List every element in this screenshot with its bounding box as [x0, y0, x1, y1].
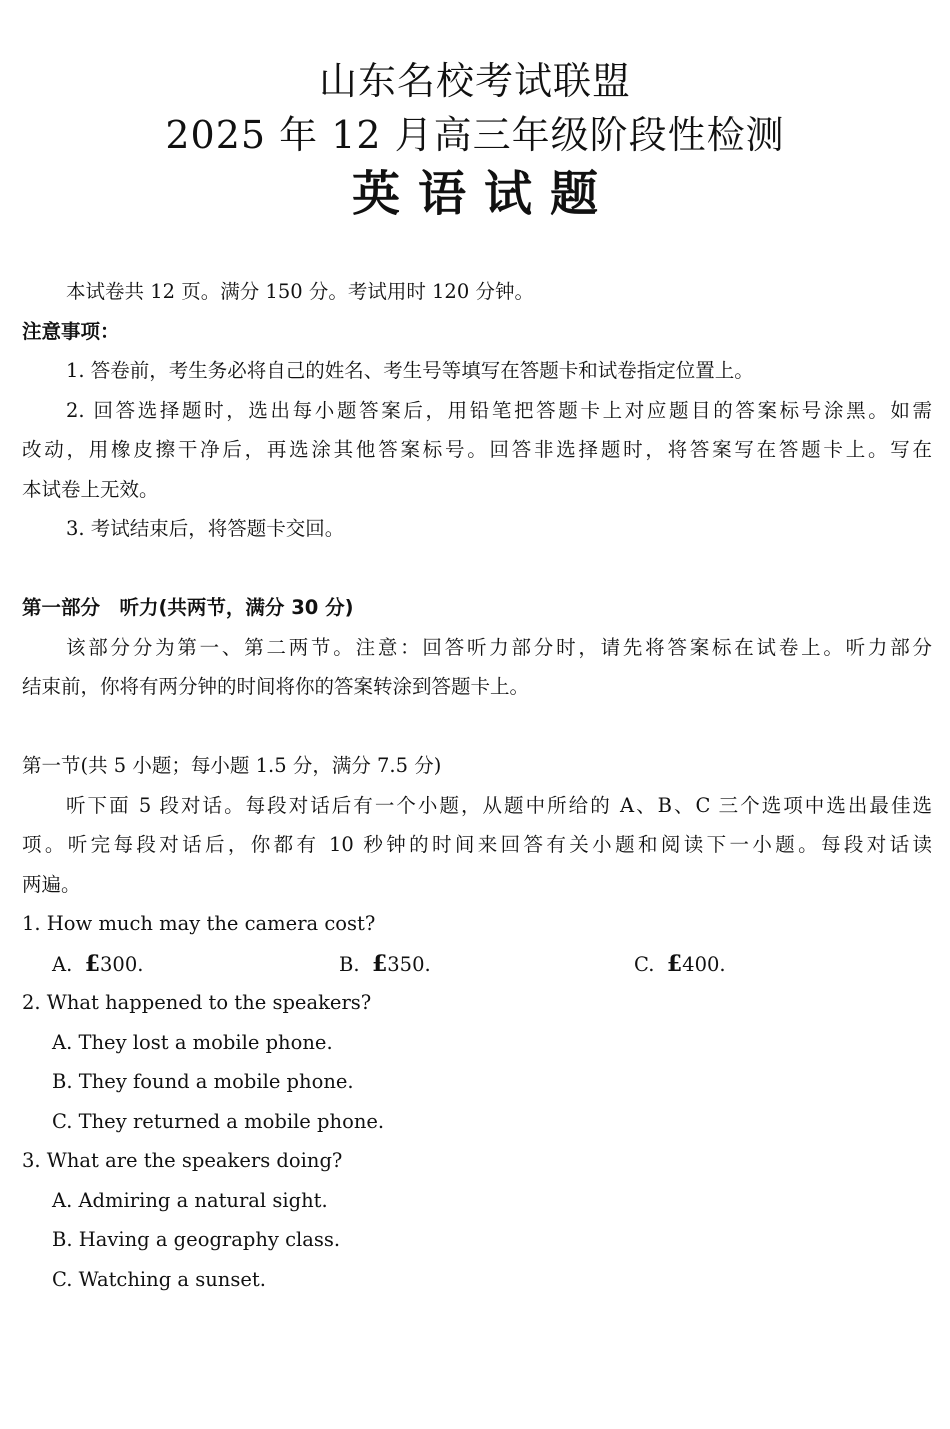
pound-symbol: £	[371, 951, 388, 977]
section1-heading: 第一节(共 5 小题；每小题 1.5 分，满分 7.5 分)	[22, 754, 442, 777]
option-value: 300.	[100, 953, 144, 976]
part1-desc-line-1: 该部分分为第一、第二两节。注意：回答听力部分时，请先将答案标在试卷上。听力部分	[66, 636, 932, 659]
question-3-stem: 3. What are the speakers doing?	[22, 1149, 343, 1172]
option-letter: A.	[52, 953, 73, 976]
question-2-option-b: B. They found a mobile phone.	[52, 1070, 354, 1093]
question-3-option-c: C. Watching a sunset.	[52, 1268, 266, 1291]
question-1-stem: 1. How much may the camera cost?	[22, 912, 376, 935]
part1-heading: 第一部分 听力(共两节，满分 30 分)	[22, 596, 354, 619]
option-letter: C.	[634, 953, 655, 976]
section1-desc-line-1: 听下面 5 段对话。每段对话后有一个小题，从题中所给的 A、B、C 三个选项中选出最佳选	[66, 794, 932, 817]
question-3-option-b: B. Having a geography class.	[52, 1228, 341, 1251]
question-1-option-b	[339, 951, 431, 978]
exam-alliance-title: 山东名校考试联盟	[318, 59, 631, 103]
note-3: 3. 考试结束后，将答题卡交回。	[66, 517, 345, 540]
question-1-option-c	[634, 951, 726, 978]
exam-date-title: 2025 年 12 月高三年级阶段性检测	[165, 113, 785, 157]
section1-desc-line-3: 两遍。	[22, 873, 81, 896]
note-2-line-2: 改动，用橡皮擦干净后，再选涂其他答案标号。回答非选择题时，将答案写在答题卡上。写在	[22, 438, 932, 461]
question-1-option-a	[52, 951, 143, 978]
section1-desc-line-2: 项。听完每段对话后，你都有 10 秒钟的时间来回答有关小题和阅读下一小题。每段对话读	[22, 833, 932, 856]
exam-summary: 本试卷共 12 页。满分 150 分。考试用时 120 分钟。	[66, 280, 534, 303]
question-2-stem: 2. What happened to the speakers?	[22, 991, 372, 1014]
question-2-option-a: A. They lost a mobile phone.	[52, 1031, 333, 1054]
note-2-line-3: 本试卷上无效。	[22, 478, 159, 501]
pound-symbol: £	[666, 951, 683, 977]
subject-title: 英语试题	[351, 166, 616, 222]
notes-heading: 注意事项：	[22, 320, 120, 343]
part1-desc-line-2: 结束前，你将有两分钟的时间将你的答案转涂到答题卡上。	[22, 675, 530, 698]
note-1: 1. 答卷前，考生务必将自己的姓名、考生号等填写在答题卡和试卷指定位置上。	[66, 359, 754, 382]
question-2-option-c: C. They returned a mobile phone.	[52, 1110, 385, 1133]
option-value: 400.	[682, 953, 726, 976]
option-letter: B.	[339, 953, 360, 976]
question-3-option-a: A. Admiring a natural sight.	[52, 1189, 328, 1212]
note-2-line-1: 2. 回答选择题时，选出每小题答案后，用铅笔把答题卡上对应题目的答案标号涂黑。如需	[66, 399, 932, 422]
option-value: 350.	[387, 953, 431, 976]
pound-symbol: £	[84, 951, 100, 977]
